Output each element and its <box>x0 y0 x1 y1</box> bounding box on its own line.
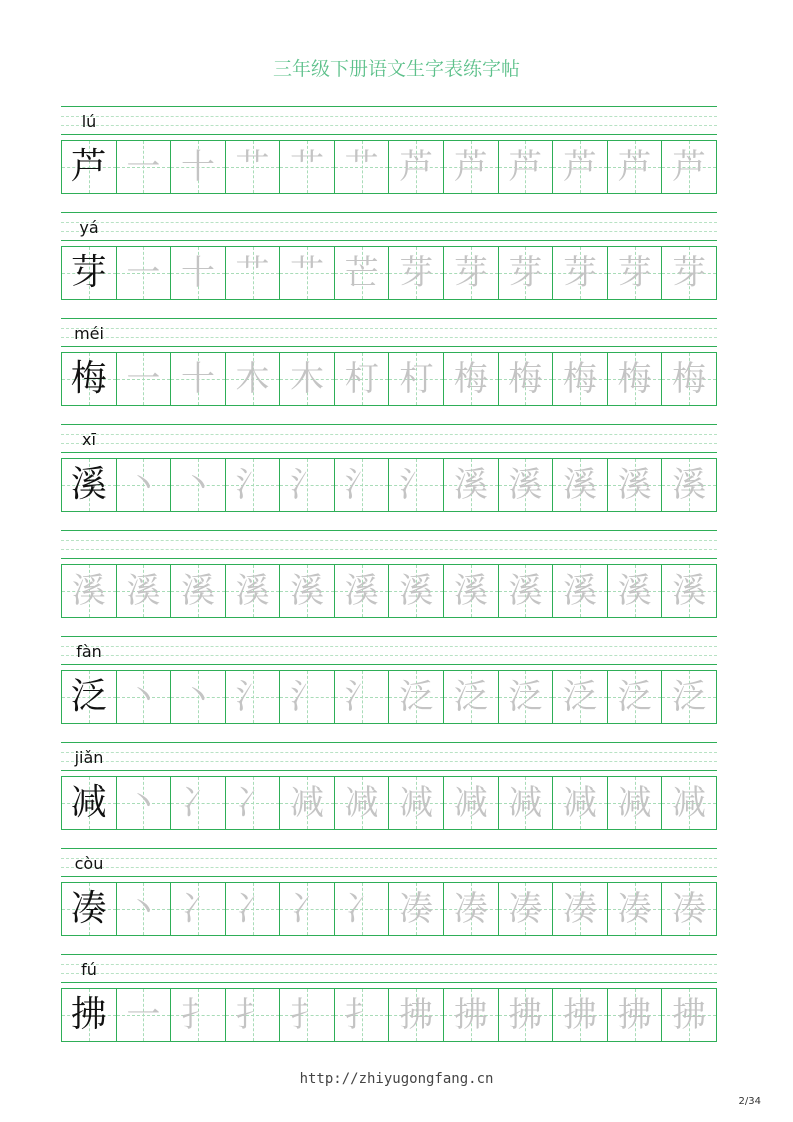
trace-character-cell <box>226 883 281 935</box>
trace-character-cell <box>553 989 608 1041</box>
trace-character-cell <box>499 883 554 935</box>
trace-character-cell <box>608 777 663 829</box>
trace-character-cell <box>444 247 499 299</box>
model-character: 泛 <box>70 676 107 717</box>
trace-character-cell <box>662 565 716 617</box>
trace-stroke: 一 <box>126 147 161 187</box>
guide-line <box>61 328 717 329</box>
trace-character-cell <box>608 459 663 511</box>
guide-line <box>61 848 717 849</box>
trace-character-cell <box>171 565 226 617</box>
trace-character-cell <box>608 565 663 617</box>
trace-stroke: 减 <box>399 783 434 823</box>
trace-stroke: 十 <box>180 147 215 187</box>
trace-character-cell <box>608 141 663 193</box>
trace-stroke: 溪 <box>235 571 270 611</box>
pinyin-band <box>61 530 717 560</box>
trace-stroke: 溪 <box>562 571 597 611</box>
trace-stroke: 凑 <box>508 889 543 929</box>
guide-line <box>61 424 717 425</box>
trace-character-cell <box>444 989 499 1041</box>
trace-stroke: 溪 <box>453 571 488 611</box>
trace-stroke: 木 <box>235 359 270 399</box>
trace-character-cell <box>662 777 716 829</box>
trace-stroke: 冫 <box>235 783 270 823</box>
practice-row <box>61 954 717 1060</box>
trace-stroke: 十 <box>180 359 215 399</box>
guide-line <box>61 742 717 743</box>
model-character: 凑 <box>70 888 107 929</box>
trace-character-cell <box>280 353 335 405</box>
trace-stroke: 一 <box>126 253 161 293</box>
guide-line <box>61 655 717 656</box>
character-grid <box>61 458 717 512</box>
guide-line <box>61 954 717 955</box>
trace-stroke: 泛 <box>617 677 652 717</box>
trace-stroke: 溪 <box>399 571 434 611</box>
trace-stroke: 梅 <box>617 359 652 399</box>
trace-character-cell <box>662 247 716 299</box>
model-character: 溪 <box>70 464 107 505</box>
practice-row <box>61 530 717 636</box>
trace-character-cell <box>117 141 172 193</box>
trace-character-cell <box>499 777 554 829</box>
trace-character-cell <box>608 883 663 935</box>
trace-stroke: 氵 <box>290 465 325 505</box>
trace-character-cell <box>171 353 226 405</box>
trace-character-cell <box>608 989 663 1041</box>
trace-stroke: 减 <box>617 783 652 823</box>
trace-stroke: 泛 <box>562 677 597 717</box>
trace-stroke: 溪 <box>508 571 543 611</box>
trace-character-cell <box>662 459 716 511</box>
trace-character-cell <box>226 671 281 723</box>
guide-line <box>61 443 717 444</box>
trace-stroke: 朾 <box>344 359 379 399</box>
trace-stroke: 泛 <box>508 677 543 717</box>
trace-character-cell <box>553 565 608 617</box>
trace-character-cell <box>608 247 663 299</box>
character-grid <box>61 246 717 300</box>
trace-character-cell <box>226 565 281 617</box>
trace-character-cell <box>226 777 281 829</box>
trace-stroke: 溪 <box>672 571 707 611</box>
trace-character-cell <box>553 141 608 193</box>
trace-stroke: 减 <box>672 783 707 823</box>
trace-stroke: 艹 <box>290 147 325 187</box>
trace-character-cell <box>117 565 172 617</box>
practice-row <box>61 636 717 742</box>
trace-stroke: 芦 <box>562 147 597 187</box>
trace-character-cell <box>171 989 226 1041</box>
trace-character-cell <box>499 141 554 193</box>
trace-character-cell <box>226 459 281 511</box>
trace-stroke: 冫 <box>180 783 215 823</box>
pinyin-label: fú <box>81 960 97 979</box>
trace-character-cell <box>553 459 608 511</box>
trace-character-cell <box>335 883 390 935</box>
trace-stroke: 梅 <box>672 359 707 399</box>
trace-stroke: 凑 <box>562 889 597 929</box>
trace-stroke: 氵 <box>235 677 270 717</box>
trace-stroke: 冫 <box>180 889 215 929</box>
character-grid <box>61 776 717 830</box>
guide-line <box>61 434 717 435</box>
trace-character-cell <box>499 353 554 405</box>
trace-character-cell <box>171 247 226 299</box>
trace-stroke: 泛 <box>672 677 707 717</box>
trace-stroke: 丶 <box>126 677 161 717</box>
guide-line <box>61 240 717 241</box>
trace-stroke: 冫 <box>235 889 270 929</box>
trace-stroke: 拂 <box>508 995 543 1035</box>
guide-line <box>61 761 717 762</box>
guide-line <box>61 664 717 665</box>
trace-stroke: 艹 <box>290 253 325 293</box>
trace-stroke: 拂 <box>453 995 488 1035</box>
guide-line <box>61 876 717 877</box>
trace-stroke: 冫 <box>344 889 379 929</box>
practice-row <box>61 318 717 424</box>
guide-line <box>61 106 717 107</box>
guide-line <box>61 212 717 213</box>
trace-character-cell <box>608 353 663 405</box>
practice-row <box>61 106 717 212</box>
guide-line <box>61 116 717 117</box>
trace-stroke: 芒 <box>344 253 379 293</box>
pinyin-band <box>61 742 717 772</box>
page-number: 2/34 <box>738 1096 761 1107</box>
pinyin-band <box>61 106 717 136</box>
trace-character-cell <box>171 141 226 193</box>
trace-stroke: 凑 <box>399 889 434 929</box>
trace-stroke: 一 <box>126 995 161 1035</box>
trace-character-cell <box>280 989 335 1041</box>
trace-stroke: 十 <box>180 253 215 293</box>
guide-line <box>61 636 717 637</box>
trace-character-cell <box>553 777 608 829</box>
trace-stroke: 冫 <box>290 889 325 929</box>
model-character: 芽 <box>70 252 107 293</box>
pinyin-label: xī <box>82 430 96 449</box>
trace-character-cell <box>389 459 444 511</box>
pinyin-band <box>61 318 717 348</box>
trace-stroke: 减 <box>344 783 379 823</box>
trace-character-cell <box>444 777 499 829</box>
trace-character-cell <box>117 459 172 511</box>
trace-character-cell <box>444 565 499 617</box>
pinyin-label: lú <box>81 112 97 131</box>
trace-stroke: 拂 <box>399 995 434 1035</box>
trace-stroke: 芦 <box>453 147 488 187</box>
trace-stroke: 扌 <box>180 995 215 1035</box>
trace-stroke: 朾 <box>399 359 434 399</box>
trace-stroke: 拂 <box>617 995 652 1035</box>
guide-line <box>61 973 717 974</box>
trace-stroke: 氵 <box>235 465 270 505</box>
trace-stroke: 芽 <box>562 253 597 293</box>
model-character: 减 <box>70 782 107 823</box>
trace-character-cell <box>117 353 172 405</box>
trace-character-cell <box>553 353 608 405</box>
trace-stroke: 溪 <box>180 571 215 611</box>
trace-character-cell <box>280 459 335 511</box>
pinyin-band <box>61 848 717 878</box>
pinyin-band <box>61 636 717 666</box>
trace-stroke: 拂 <box>672 995 707 1035</box>
model-character-cell <box>62 671 117 723</box>
trace-character-cell <box>280 247 335 299</box>
pinyin-band <box>61 424 717 454</box>
trace-stroke: 溪 <box>71 571 106 611</box>
character-grid <box>61 882 717 936</box>
practice-row <box>61 212 717 318</box>
trace-stroke: 芦 <box>399 147 434 187</box>
trace-character-cell <box>226 141 281 193</box>
trace-stroke: 溪 <box>508 465 543 505</box>
trace-stroke: 丶 <box>126 889 161 929</box>
trace-stroke: 溪 <box>344 571 379 611</box>
trace-stroke: 氵 <box>344 677 379 717</box>
trace-character-cell <box>335 565 390 617</box>
trace-stroke: 溪 <box>617 465 652 505</box>
trace-character-cell <box>226 989 281 1041</box>
trace-character-cell <box>553 671 608 723</box>
trace-character-cell <box>117 883 172 935</box>
trace-stroke: 减 <box>453 783 488 823</box>
trace-character-cell <box>499 247 554 299</box>
trace-character-cell <box>117 989 172 1041</box>
character-grid <box>61 140 717 194</box>
trace-stroke: 艹 <box>235 147 270 187</box>
trace-stroke: 减 <box>508 783 543 823</box>
trace-stroke: 扌 <box>290 995 325 1035</box>
model-character-cell <box>62 247 117 299</box>
trace-stroke: 梅 <box>453 359 488 399</box>
model-character-cell <box>62 777 117 829</box>
trace-stroke: 芦 <box>672 147 707 187</box>
trace-character-cell <box>553 883 608 935</box>
trace-character-cell <box>335 141 390 193</box>
trace-character-cell <box>171 671 226 723</box>
trace-character-cell <box>117 671 172 723</box>
trace-character-cell <box>280 777 335 829</box>
trace-character-cell <box>335 989 390 1041</box>
pinyin-label: yá <box>79 218 99 237</box>
character-grid <box>61 670 717 724</box>
trace-character-cell <box>499 565 554 617</box>
guide-line <box>61 530 717 531</box>
trace-character-cell <box>608 671 663 723</box>
trace-character-cell <box>389 989 444 1041</box>
guide-line <box>61 752 717 753</box>
model-character: 芦 <box>70 146 107 187</box>
trace-stroke: 芦 <box>508 147 543 187</box>
guide-line <box>61 540 717 541</box>
guide-line <box>61 346 717 347</box>
trace-character-cell <box>499 459 554 511</box>
trace-character-cell <box>171 883 226 935</box>
trace-character-cell <box>662 671 716 723</box>
trace-character-cell <box>280 141 335 193</box>
pinyin-label: jiǎn <box>74 748 104 767</box>
trace-character-cell <box>389 777 444 829</box>
trace-character-cell <box>280 671 335 723</box>
trace-stroke: 芦 <box>617 147 652 187</box>
guide-line <box>61 770 717 771</box>
trace-character-cell <box>389 353 444 405</box>
trace-character-cell <box>499 989 554 1041</box>
trace-stroke: 溪 <box>453 465 488 505</box>
trace-character-cell <box>280 565 335 617</box>
model-character-cell <box>62 459 117 511</box>
trace-character-cell <box>389 565 444 617</box>
model-character: 梅 <box>70 358 107 399</box>
trace-stroke: 泛 <box>399 677 434 717</box>
trace-character-cell <box>171 777 226 829</box>
trace-stroke: 溪 <box>290 571 325 611</box>
model-character-cell <box>62 353 117 405</box>
guide-line <box>61 125 717 126</box>
trace-character-cell <box>444 353 499 405</box>
character-grid <box>61 564 717 618</box>
trace-stroke: 丶 <box>126 465 161 505</box>
trace-character-cell <box>662 989 716 1041</box>
guide-line <box>61 134 717 135</box>
trace-character-cell <box>335 247 390 299</box>
trace-character-cell <box>335 353 390 405</box>
guide-line <box>61 222 717 223</box>
trace-character-cell <box>226 247 281 299</box>
trace-stroke: 芽 <box>399 253 434 293</box>
character-grid <box>61 352 717 406</box>
trace-character-cell <box>444 141 499 193</box>
trace-stroke: 溪 <box>126 571 161 611</box>
trace-character-cell <box>499 671 554 723</box>
trace-stroke: 芽 <box>672 253 707 293</box>
trace-stroke: 凑 <box>453 889 488 929</box>
guide-line <box>61 452 717 453</box>
character-grid <box>61 988 717 1042</box>
guide-line <box>61 982 717 983</box>
trace-character-cell <box>444 883 499 935</box>
guide-line <box>61 646 717 647</box>
model-character-cell <box>62 989 117 1041</box>
trace-stroke: 一 <box>126 359 161 399</box>
trace-character-cell <box>335 459 390 511</box>
trace-stroke: 凑 <box>672 889 707 929</box>
trace-character-cell <box>389 141 444 193</box>
practice-row <box>61 848 717 954</box>
pinyin-band <box>61 954 717 984</box>
guide-line <box>61 558 717 559</box>
trace-stroke: 氵 <box>344 465 379 505</box>
guide-line <box>61 231 717 232</box>
trace-character-cell <box>335 671 390 723</box>
trace-stroke: 拂 <box>562 995 597 1035</box>
guide-line <box>61 858 717 859</box>
trace-stroke: 泛 <box>453 677 488 717</box>
guide-line <box>61 867 717 868</box>
practice-row <box>61 742 717 848</box>
guide-line <box>61 964 717 965</box>
trace-stroke: 氵 <box>290 677 325 717</box>
trace-character-cell <box>62 565 117 617</box>
trace-stroke: 扌 <box>235 995 270 1035</box>
trace-stroke: 梅 <box>562 359 597 399</box>
trace-character-cell <box>553 247 608 299</box>
trace-character-cell <box>662 141 716 193</box>
trace-stroke: 减 <box>562 783 597 823</box>
trace-stroke: 梅 <box>508 359 543 399</box>
trace-stroke: 溪 <box>617 571 652 611</box>
guide-line <box>61 549 717 550</box>
trace-character-cell <box>117 247 172 299</box>
trace-stroke: 减 <box>290 783 325 823</box>
trace-character-cell <box>389 883 444 935</box>
trace-stroke: 溪 <box>672 465 707 505</box>
model-character-cell <box>62 883 117 935</box>
trace-stroke: 木 <box>290 359 325 399</box>
trace-character-cell <box>226 353 281 405</box>
trace-stroke: 溪 <box>562 465 597 505</box>
trace-stroke: 丶 <box>126 783 161 823</box>
trace-stroke: 芽 <box>617 253 652 293</box>
trace-character-cell <box>662 353 716 405</box>
trace-stroke: 艹 <box>235 253 270 293</box>
trace-stroke: 丶 <box>180 465 215 505</box>
practice-row <box>61 424 717 530</box>
trace-character-cell <box>117 777 172 829</box>
trace-character-cell <box>389 247 444 299</box>
trace-stroke: 扌 <box>344 995 379 1035</box>
trace-character-cell <box>280 883 335 935</box>
trace-character-cell <box>662 883 716 935</box>
page-title: 三年级下册语文生字表练字帖 <box>272 58 520 80</box>
trace-character-cell <box>389 671 444 723</box>
guide-line <box>61 318 717 319</box>
pinyin-label: fàn <box>76 642 102 661</box>
model-character: 拂 <box>70 994 107 1035</box>
pinyin-label: còu <box>74 854 104 873</box>
trace-stroke: 丶 <box>180 677 215 717</box>
trace-stroke: 芽 <box>453 253 488 293</box>
trace-stroke: 芽 <box>508 253 543 293</box>
model-character-cell <box>62 141 117 193</box>
guide-line <box>61 337 717 338</box>
trace-stroke: 艹 <box>344 147 379 187</box>
trace-character-cell <box>444 671 499 723</box>
trace-character-cell <box>444 459 499 511</box>
footer-url[interactable]: http://zhiyugongfang.cn <box>299 1071 494 1087</box>
trace-character-cell <box>335 777 390 829</box>
pinyin-label: méi <box>74 324 104 343</box>
trace-stroke: 凑 <box>617 889 652 929</box>
pinyin-band <box>61 212 717 242</box>
trace-stroke: 氵 <box>399 465 434 505</box>
trace-character-cell <box>171 459 226 511</box>
